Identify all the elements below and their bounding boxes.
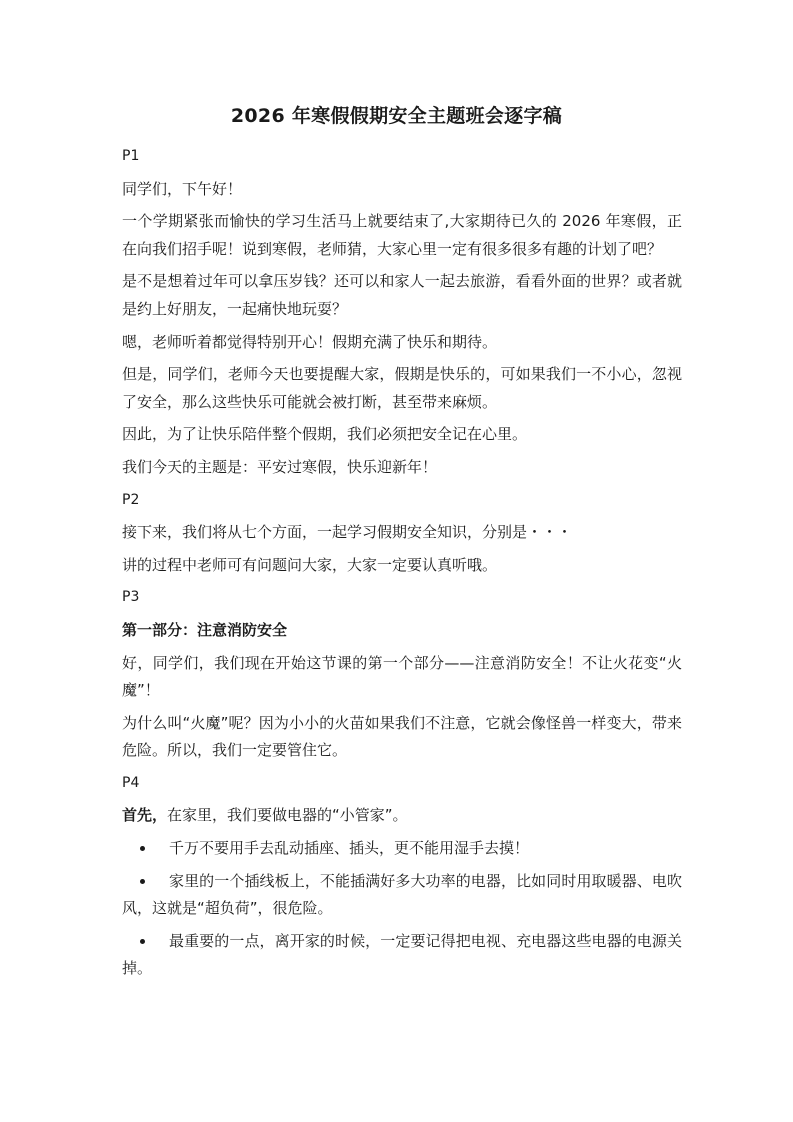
first-lead-bold: 首先， (122, 806, 168, 825)
bullet-dot-icon (140, 939, 145, 944)
list-item-text: 最重要的一点，离开家的时候，一定要记得把电视、充电器这些电器的电源关掉。 (122, 931, 682, 978)
paragraph-remind: 但是，同学们，老师今天也要提醒大家，假期是快乐的，可如果我们一不小心，忽视了安全，那么这些快乐可能就会被打断，甚至带来麻烦。 (122, 365, 682, 411)
page-tag-p3: P3 (122, 589, 140, 606)
paragraph-plans: 是不是想着过年可以拿压岁钱？还可以和家人一起去旅游，看看外面的世界？或者就是约上好朋友，一起痛快地玩耍？ (122, 272, 682, 318)
paragraph-seven-aspects: 接下来，我们将从七个方面，一起学习假期安全知识，分别是・・・ (122, 523, 573, 542)
list-item (122, 835, 682, 863)
page-tag-p2: P2 (122, 491, 140, 508)
paragraph-intro: 一个学期紧张而愉快的学习生活马上就要结束了,大家期待已久的 2026 年寒假，正在向我们招手呢！说到寒假，老师猜，大家心里一定有很多很多有趣的计划了吧？ (122, 212, 682, 258)
paragraph-fire-intro: 好，同学们，我们现在开始这节课的第一个部分——注意消防安全！不让火花变“火魔”！ (122, 653, 682, 700)
document-title: 2026 年寒假假期安全主题班会逐字稿 (230, 105, 563, 127)
list-item-text: 千万不要用手去乱动插座、插头，更不能用湿手去摸！ (169, 839, 530, 858)
document-body (122, 143, 682, 988)
page-tag-p4: P4 (122, 774, 140, 791)
paragraph-therefore: 因此，为了让快乐陪伴整个假期，我们必须把安全记在心里。 (122, 425, 528, 444)
bullet-dot-icon (140, 846, 145, 851)
paragraph-questions: 讲的过程中老师可有问题问大家，大家一定要认真听哦。 (122, 555, 498, 574)
list-item-text: 家里的一个插线板上，不能插满好多大功率的电器，比如同时用取暖器、电吹风，这就是“超负荷”，很危险。 (122, 871, 682, 918)
paragraph-theme: 我们今天的主题是：平安过寒假，快乐迎新年！ (122, 457, 438, 476)
paragraph-first (122, 802, 682, 830)
bullet-dot-icon (140, 879, 145, 884)
paragraph-greeting: 同学们，下午好！ (122, 179, 243, 198)
safety-bullet-list (122, 835, 682, 983)
page-tag-p1: P1 (122, 148, 140, 164)
list-item (122, 868, 682, 923)
list-item (122, 928, 682, 983)
paragraph-happy: 嗯，老师听着都觉得特别开心！假期充满了快乐和期待。 (122, 332, 498, 351)
first-rest: 在家里，我们要做电器的“小管家”。 (167, 806, 408, 825)
paragraph-fire-why: 为什么叫“火魔”呢？因为小小的火苗如果我们不注意，它就会像怪兽一样变大，带来危险。所以，我们一定要管住它。 (122, 713, 682, 760)
section-heading-fire-safety: 第一部分：注意消防安全 (122, 620, 288, 639)
